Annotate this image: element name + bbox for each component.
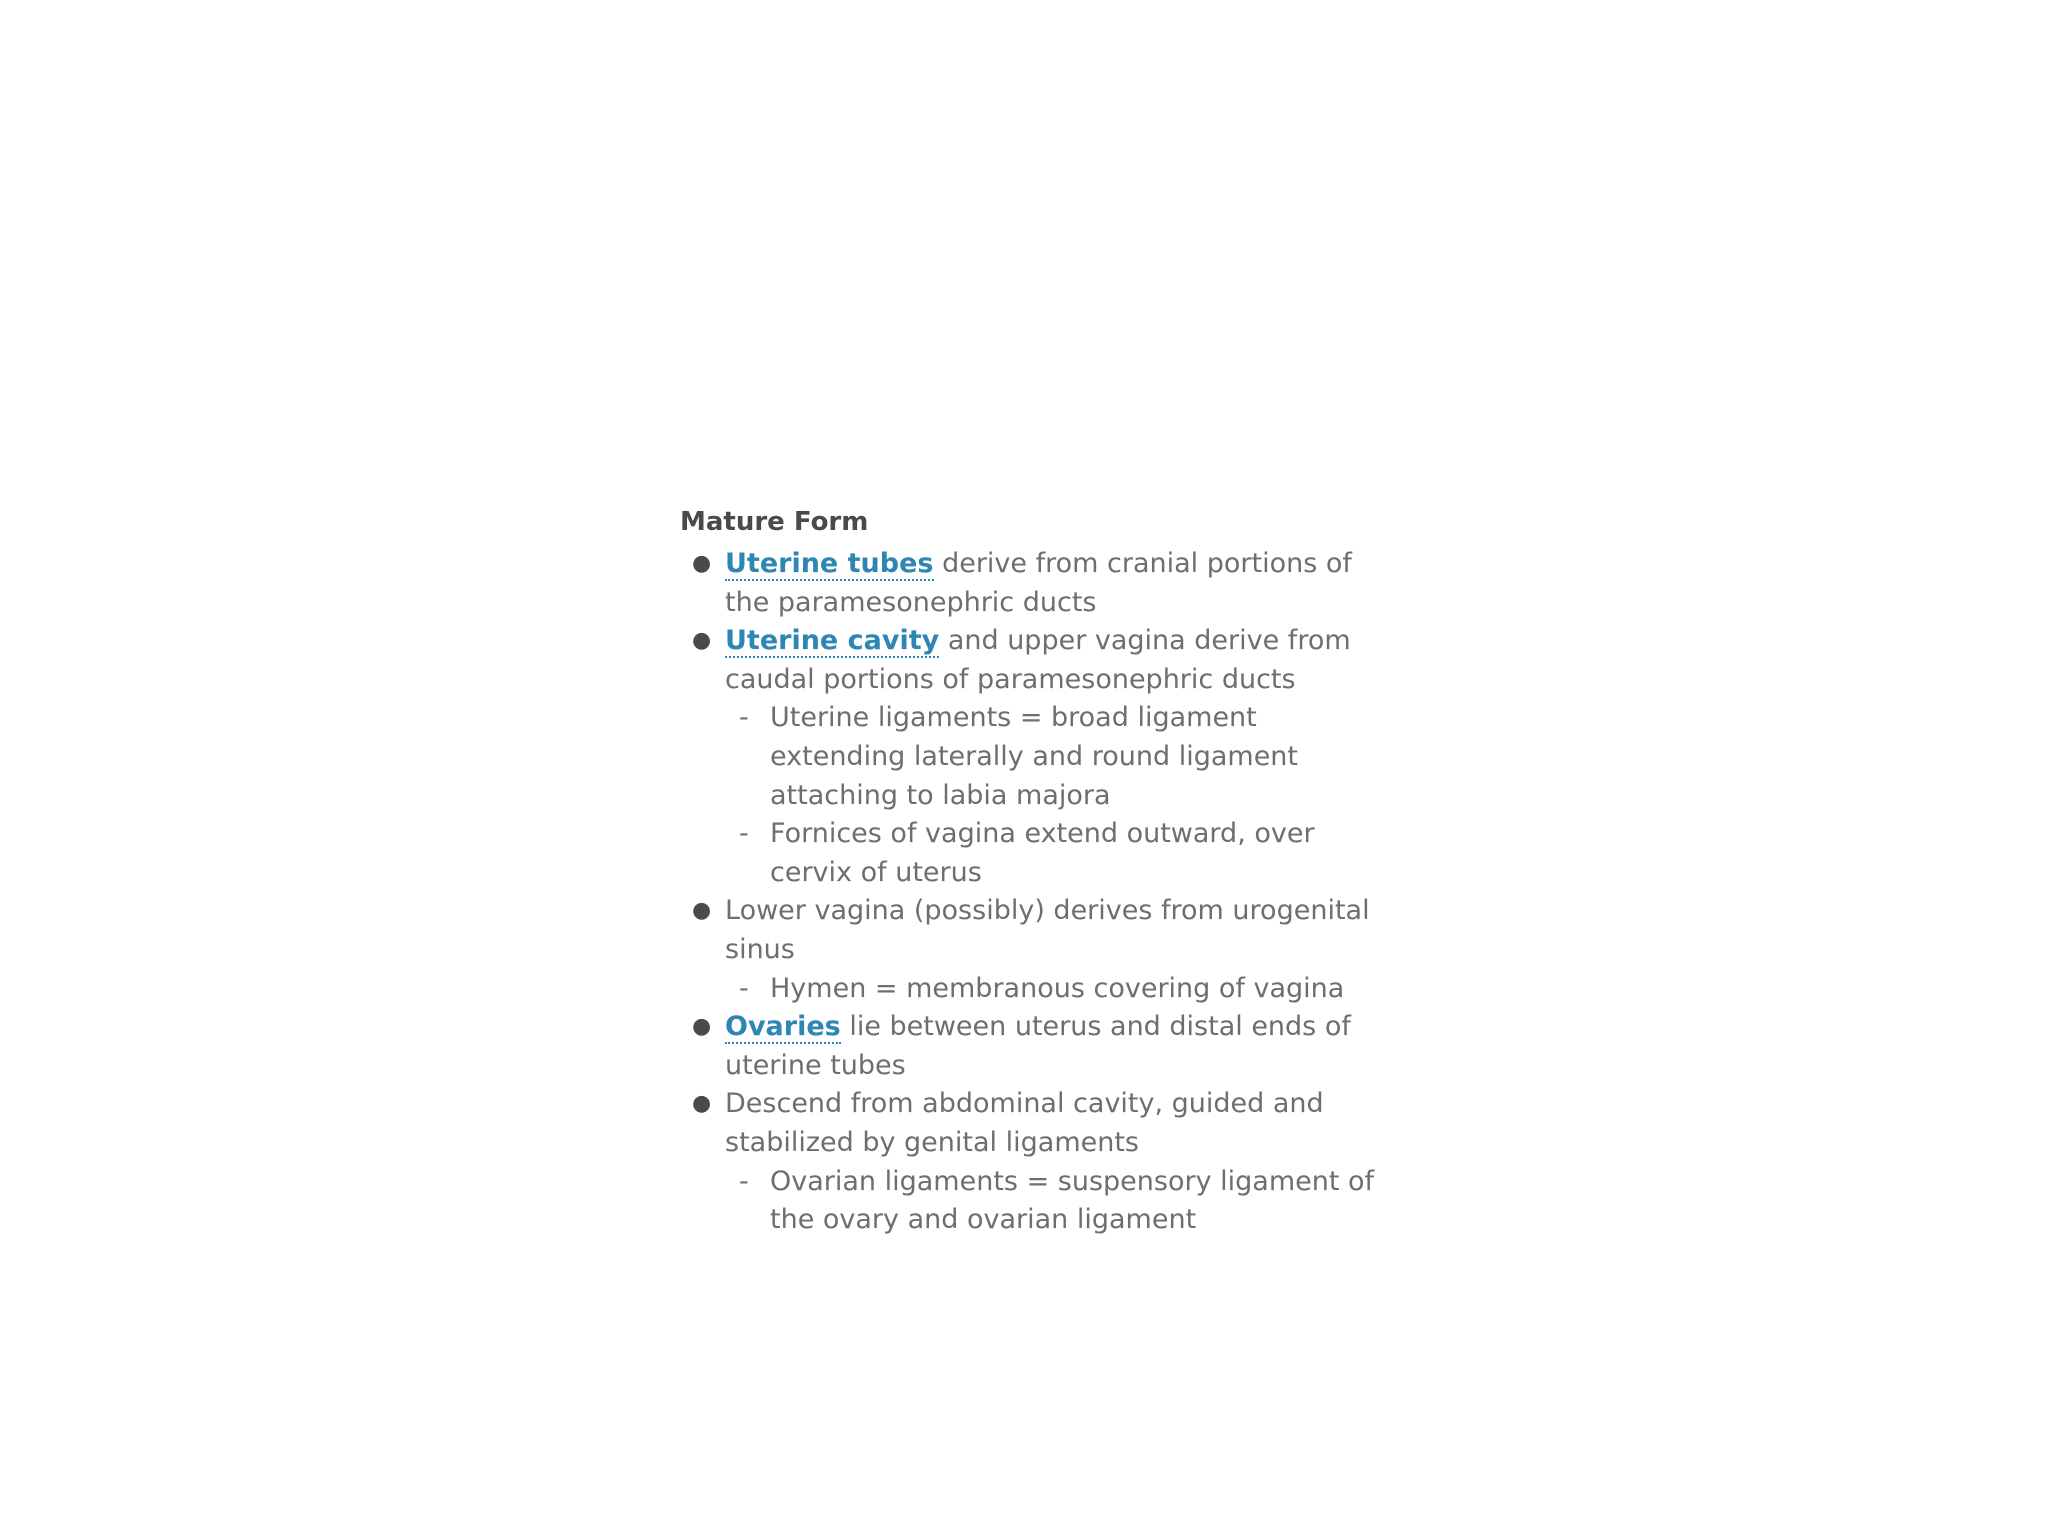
- list-item-lower-vagina: [680, 892, 1400, 1008]
- list-item-text: derive from cranial portions of the paramesonephric ducts: [725, 548, 1352, 618]
- bullet-icon: ●: [692, 898, 712, 924]
- dash-icon: -: [739, 972, 749, 1004]
- dash-icon: -: [739, 702, 749, 734]
- bullet-icon: ●: [692, 1091, 712, 1117]
- section-heading: Mature Form: [680, 507, 869, 537]
- sub-list: [725, 1163, 1400, 1240]
- list-item-text: and upper vagina derive from caudal portions of paramesonephric ducts: [725, 625, 1351, 695]
- content-panel: [680, 503, 1400, 1240]
- bullet-icon: ●: [692, 551, 712, 576]
- sub-item: [725, 815, 1400, 892]
- sub-list: [725, 699, 1400, 892]
- bullet-icon: ●: [692, 1014, 712, 1040]
- bullet-list: [680, 545, 1400, 1240]
- uterine-cavity-link[interactable]: Uterine cavity: [725, 625, 940, 657]
- sub-item: [725, 1163, 1400, 1240]
- sub-item: [725, 970, 1400, 1009]
- sub-list: [725, 970, 1400, 1009]
- dash-icon: -: [739, 1165, 749, 1197]
- sub-item-text: Fornices of vagina extend outward, over cervix of uterus: [770, 818, 1315, 888]
- sub-item-text: Uterine ligaments = broad ligament extending laterally and round ligament attaching to labia majora: [770, 702, 1299, 811]
- ovaries-link[interactable]: Ovaries: [725, 1011, 841, 1043]
- uterine-tubes-link[interactable]: Uterine tubes: [725, 548, 934, 579]
- list-item-text: Lower vagina (possibly) derives from urogenital sinus: [725, 895, 1370, 965]
- sub-item-text: Hymen = membranous covering of vagina: [770, 972, 1345, 1004]
- list-item-descend: [680, 1085, 1400, 1239]
- list-item-uterine-cavity: [680, 622, 1400, 892]
- list-item-ovaries: [680, 1008, 1400, 1085]
- list-item-text: Descend from abdominal cavity, guided and stabilized by genital ligaments: [725, 1088, 1324, 1158]
- sub-item-text: Ovarian ligaments = suspensory ligament of the ovary and ovarian ligament: [770, 1165, 1375, 1236]
- bullet-icon: ●: [692, 628, 712, 654]
- dash-icon: -: [739, 818, 749, 850]
- list-item-uterine-tubes: [680, 545, 1400, 622]
- sub-item: [725, 699, 1400, 815]
- list-item-text: lie between uterus and distal ends of uterine tubes: [725, 1011, 1351, 1081]
